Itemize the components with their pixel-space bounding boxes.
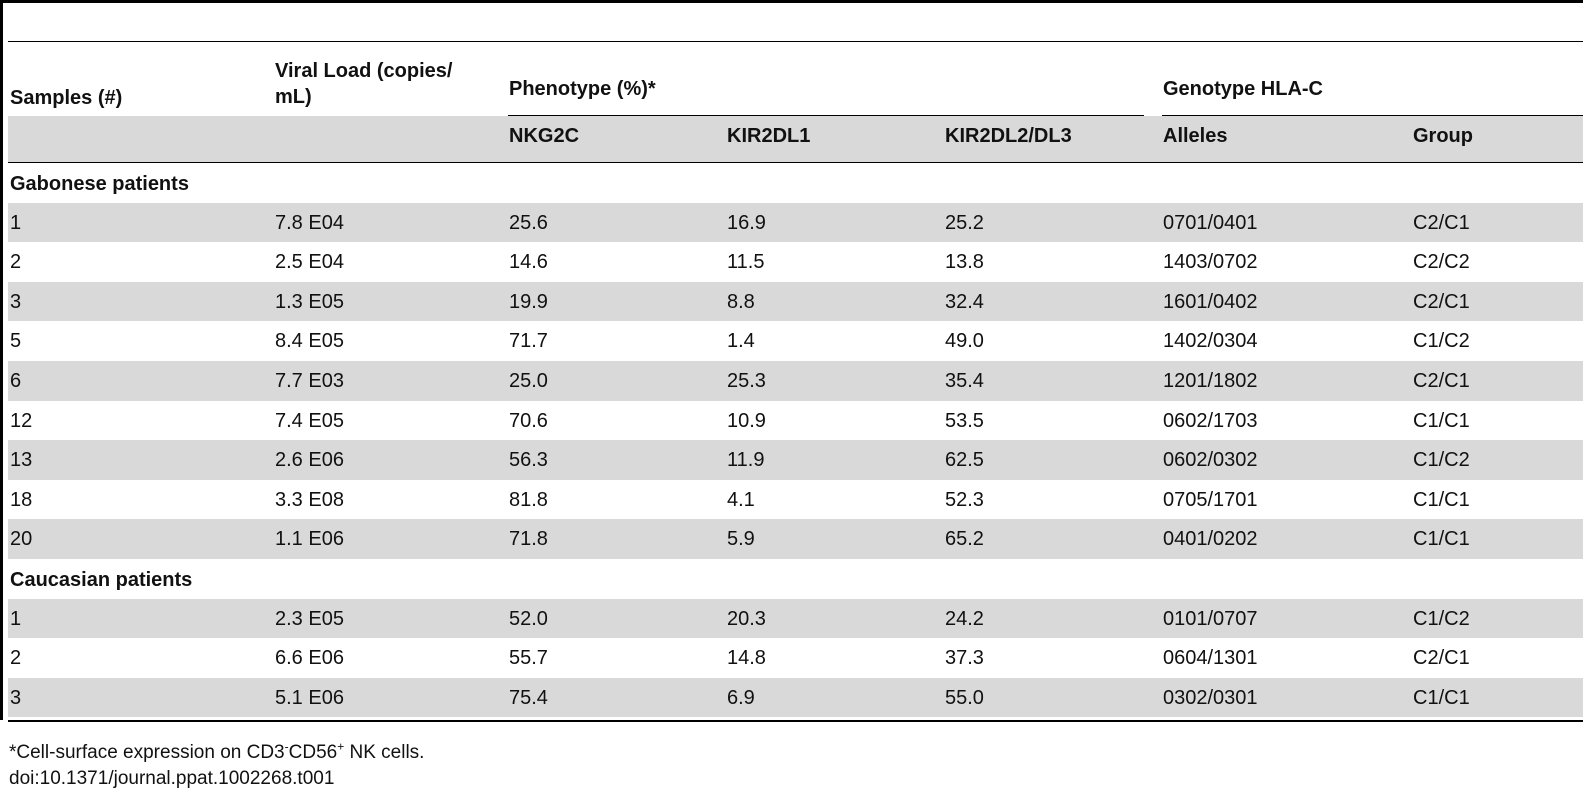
cell-sample-id: 18 bbox=[10, 488, 33, 511]
cell-alleles: 1402/0304 bbox=[1163, 330, 1258, 353]
cell-kir2dl2-dl3: 65.2 bbox=[945, 528, 984, 551]
cell-kir2dl1: 14.8 bbox=[727, 647, 766, 670]
cell-viral-load: 7.4 E05 bbox=[275, 409, 344, 432]
cell-alleles: 1601/0402 bbox=[1163, 290, 1258, 313]
cell-nkg2c: 19.9 bbox=[509, 290, 548, 313]
cell-group: C2/C2 bbox=[1413, 251, 1470, 274]
cell-group: C2/C1 bbox=[1413, 290, 1470, 313]
doi-line: doi:10.1371/journal.ppat.1002268.t001 bbox=[9, 768, 335, 789]
header-viral-load-line2: mL) bbox=[275, 86, 312, 108]
cell-kir2dl1: 25.3 bbox=[727, 370, 766, 392]
row-stripe bbox=[8, 599, 1583, 639]
cell-kir2dl1: 6.9 bbox=[727, 686, 755, 709]
cell-kir2dl1: 5.9 bbox=[727, 528, 755, 551]
cell-nkg2c: 52.0 bbox=[509, 607, 548, 630]
cell-viral-load: 1.3 E05 bbox=[275, 290, 344, 313]
cell-kir2dl1: 4.1 bbox=[727, 488, 755, 511]
cell-nkg2c: 75.4 bbox=[509, 686, 548, 709]
section-title: Caucasian patients bbox=[10, 569, 193, 591]
cell-alleles: 0604/1301 bbox=[1163, 647, 1258, 670]
cell-sample-id: 2 bbox=[10, 647, 22, 670]
footnote-text-mid: CD56 bbox=[288, 742, 338, 763]
cell-alleles: 1201/1802 bbox=[1163, 370, 1258, 392]
cell-nkg2c: 56.3 bbox=[509, 449, 548, 472]
cell-alleles: 0302/0301 bbox=[1163, 686, 1258, 709]
header-genotype: Genotype HLA-C bbox=[1163, 78, 1323, 100]
cell-kir2dl2-dl3: 25.2 bbox=[945, 211, 984, 234]
cell-viral-load: 6.6 E06 bbox=[275, 647, 344, 670]
cell-sample-id: 1 bbox=[10, 607, 22, 630]
cell-kir2dl2-dl3: 52.3 bbox=[945, 488, 984, 511]
cell-kir2dl2-dl3: 35.4 bbox=[945, 370, 984, 392]
cell-alleles: 0705/1701 bbox=[1163, 488, 1258, 511]
cell-kir2dl1: 10.9 bbox=[727, 409, 766, 432]
cell-kir2dl1: 16.9 bbox=[727, 211, 766, 234]
cell-nkg2c: 70.6 bbox=[509, 409, 548, 432]
cell-sample-id: 3 bbox=[10, 686, 22, 709]
cell-sample-id: 6 bbox=[10, 370, 22, 392]
cell-group: C2/C1 bbox=[1413, 370, 1470, 392]
cell-group: C1/C2 bbox=[1413, 607, 1470, 630]
cell-alleles: 1403/0702 bbox=[1163, 251, 1258, 274]
row-stripe bbox=[8, 282, 1583, 322]
cell-alleles: 0602/1703 bbox=[1163, 409, 1258, 432]
cell-group: C1/C1 bbox=[1413, 528, 1470, 551]
cell-nkg2c: 14.6 bbox=[509, 251, 548, 274]
row-stripe bbox=[8, 678, 1583, 718]
cell-sample-id: 20 bbox=[10, 528, 33, 551]
cell-nkg2c: 81.8 bbox=[509, 488, 548, 511]
cell-sample-id: 1 bbox=[10, 211, 22, 234]
cell-kir2dl1: 11.9 bbox=[727, 449, 765, 472]
cell-nkg2c: 25.0 bbox=[509, 370, 548, 392]
footnote-text-pre: *Cell-surface expression on CD3 bbox=[9, 742, 285, 763]
cell-kir2dl2-dl3: 53.5 bbox=[945, 409, 984, 432]
cell-group: C1/C2 bbox=[1413, 449, 1470, 472]
cell-group: C1/C1 bbox=[1413, 686, 1470, 709]
row-stripe bbox=[8, 361, 1583, 401]
cell-viral-load: 2.3 E05 bbox=[275, 607, 344, 630]
cell-kir2dl2-dl3: 37.3 bbox=[945, 647, 984, 670]
cell-viral-load: 8.4 E05 bbox=[275, 330, 344, 353]
subheader-kir2dl1: KIR2DL1 bbox=[727, 125, 811, 147]
footnote-text-post: NK cells. bbox=[344, 742, 425, 763]
cell-sample-id: 2 bbox=[10, 251, 22, 274]
cell-kir2dl1: 8.8 bbox=[727, 290, 755, 313]
cell-viral-load: 7.8 E04 bbox=[275, 211, 344, 234]
cell-viral-load: 5.1 E06 bbox=[275, 686, 344, 709]
row-stripe bbox=[8, 203, 1583, 243]
header-top-rule bbox=[8, 41, 1583, 42]
cell-kir2dl2-dl3: 32.4 bbox=[945, 290, 984, 313]
footnote-sup-minus: - bbox=[284, 739, 289, 754]
header-samples: Samples (#) bbox=[10, 87, 123, 109]
section-title: Gabonese patients bbox=[10, 173, 189, 195]
cell-viral-load: 1.1 E06 bbox=[275, 528, 344, 551]
header-phenotype: Phenotype (%)* bbox=[509, 78, 656, 100]
cell-kir2dl1: 11.5 bbox=[727, 251, 765, 274]
cell-alleles: 0401/0202 bbox=[1163, 528, 1258, 551]
cell-alleles: 0101/0707 bbox=[1163, 607, 1258, 630]
subheader-kir2dl2-dl3: KIR2DL2/DL3 bbox=[945, 125, 1072, 147]
footnote-sup-plus: + bbox=[337, 739, 345, 754]
cell-kir2dl2-dl3: 24.2 bbox=[945, 607, 984, 630]
table-bottom-rule bbox=[8, 720, 1583, 722]
cell-viral-load: 2.5 E04 bbox=[275, 251, 344, 274]
cell-sample-id: 3 bbox=[10, 290, 22, 313]
cell-sample-id: 12 bbox=[10, 409, 33, 432]
cell-group: C1/C1 bbox=[1413, 409, 1470, 432]
cell-alleles: 0602/0302 bbox=[1163, 449, 1258, 472]
cell-kir2dl2-dl3: 55.0 bbox=[945, 686, 984, 709]
cell-nkg2c: 25.6 bbox=[509, 211, 548, 234]
cell-kir2dl1: 1.4 bbox=[727, 330, 755, 353]
cell-kir2dl2-dl3: 62.5 bbox=[945, 449, 984, 472]
cell-alleles: 0701/0401 bbox=[1163, 211, 1258, 234]
row-stripe bbox=[8, 440, 1583, 480]
table-footnote bbox=[9, 741, 424, 765]
cell-nkg2c: 71.8 bbox=[509, 528, 548, 551]
cell-sample-id: 13 bbox=[10, 449, 33, 472]
subheader-group: Group bbox=[1413, 125, 1473, 147]
header-viral-load-line1: Viral Load (copies/ bbox=[275, 60, 453, 82]
cell-group: C2/C1 bbox=[1413, 211, 1470, 234]
cell-group: C1/C2 bbox=[1413, 330, 1470, 353]
cell-group: C1/C1 bbox=[1413, 488, 1470, 511]
subheader-alleles: Alleles bbox=[1163, 125, 1228, 147]
table-frame-left bbox=[0, 0, 3, 720]
header-bottom-rule bbox=[8, 162, 1583, 163]
subheader-nkg2c: NKG2C bbox=[509, 125, 580, 147]
table-frame-top bbox=[0, 0, 1583, 3]
cell-viral-load: 7.7 E03 bbox=[275, 370, 344, 392]
cell-kir2dl1: 20.3 bbox=[727, 607, 766, 630]
cell-kir2dl2-dl3: 13.8 bbox=[945, 251, 984, 274]
cell-group: C2/C1 bbox=[1413, 647, 1470, 670]
cell-nkg2c: 55.7 bbox=[509, 647, 548, 670]
cell-sample-id: 5 bbox=[10, 330, 22, 353]
cell-nkg2c: 71.7 bbox=[509, 330, 548, 353]
cell-kir2dl2-dl3: 49.0 bbox=[945, 330, 984, 353]
cell-viral-load: 3.3 E08 bbox=[275, 488, 344, 511]
cell-viral-load: 2.6 E06 bbox=[275, 449, 344, 472]
row-stripe bbox=[8, 519, 1583, 559]
